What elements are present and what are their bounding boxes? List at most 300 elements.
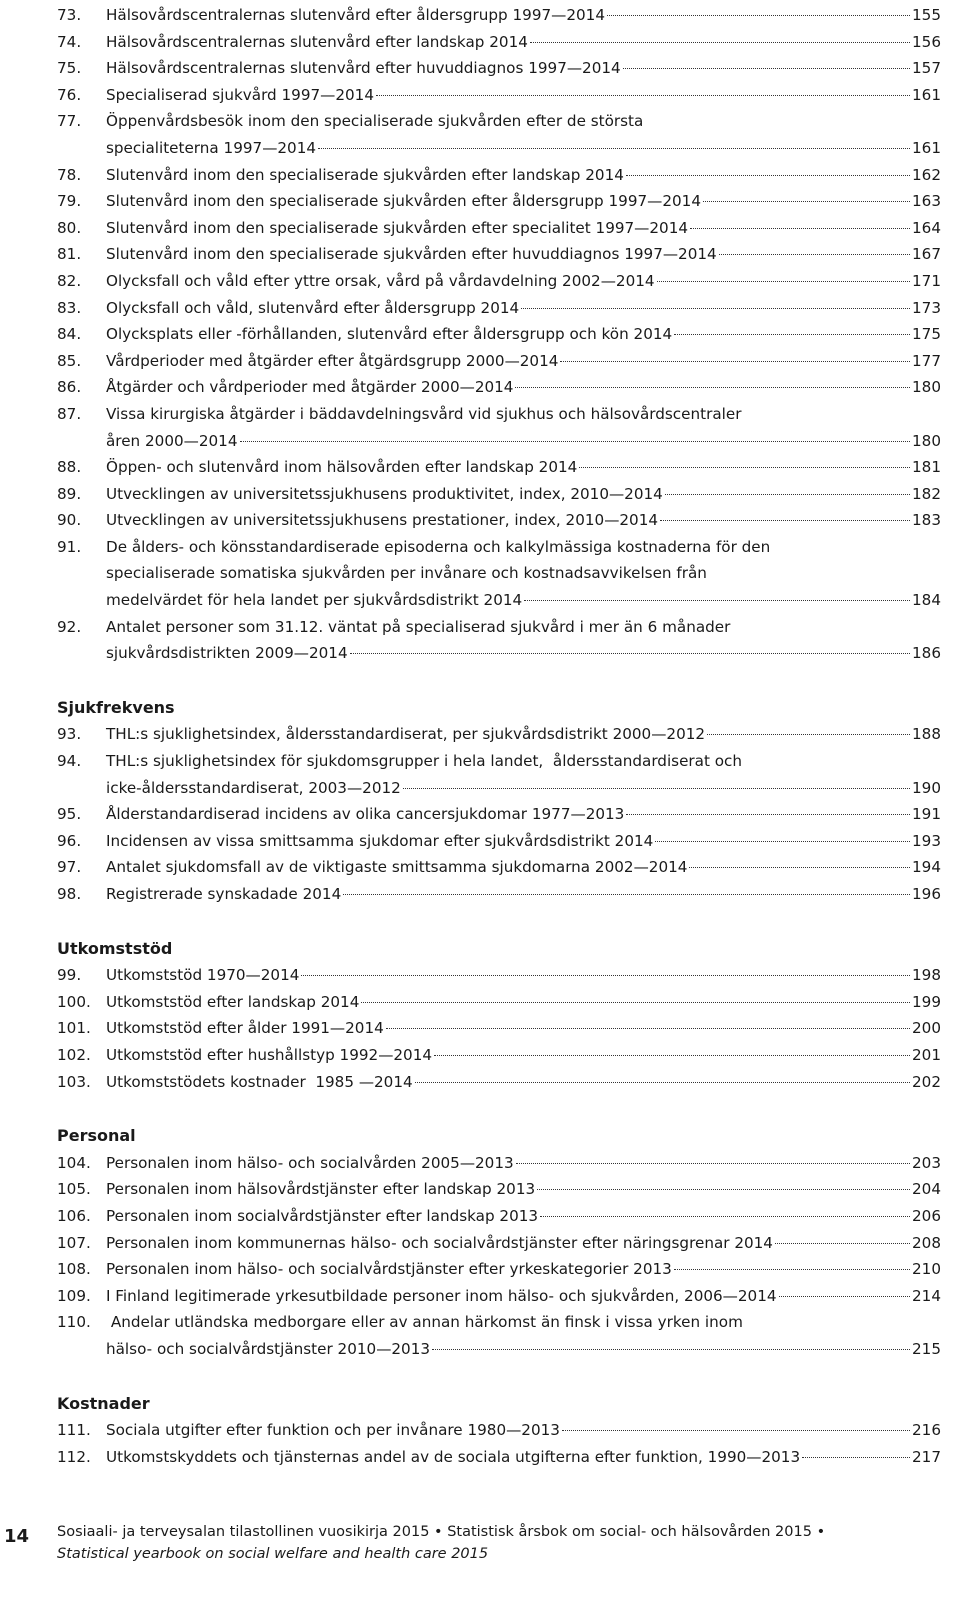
toc-entry-leader-group xyxy=(106,1336,941,1363)
toc-entry-line xyxy=(57,295,941,322)
section-heading: Personal xyxy=(57,1126,136,1146)
toc-entry-line xyxy=(57,401,941,428)
toc-entry-title: Öppenvårdsbesök inom den specialiserade sjukvården efter de största xyxy=(106,112,644,131)
toc-entry[interactable] xyxy=(57,614,941,667)
toc-entry-number: 112. xyxy=(57,1447,91,1466)
toc-entry-title: Utvecklingen av universitetssjukhusens produktivitet, index, 2010—2014 xyxy=(106,484,663,503)
toc-entry-leader-group xyxy=(106,2,941,29)
toc-entry-title: Olycksfall och våld efter yttre orsak, vård på vårdavdelning 2002—2014 xyxy=(106,271,655,290)
toc-entry[interactable] xyxy=(57,1230,941,1257)
toc-entry-title: Utvecklingen av universitetssjukhusens prestationer, index, 2010—2014 xyxy=(106,511,659,530)
toc-entry-number: 81. xyxy=(57,245,82,264)
toc-entry-leader-group xyxy=(106,162,941,189)
toc-entry[interactable] xyxy=(57,374,941,401)
dot-leader xyxy=(665,494,910,495)
toc-entry[interactable] xyxy=(57,55,941,82)
toc-entry-number: 85. xyxy=(57,351,82,370)
dot-leader xyxy=(403,788,910,789)
toc-entry-line xyxy=(57,775,941,802)
toc-entry-line xyxy=(57,1176,941,1203)
toc-entry-line xyxy=(57,1015,941,1042)
toc-entry-leader-group xyxy=(106,962,941,989)
toc-entry-line xyxy=(57,29,941,56)
dot-leader xyxy=(674,334,910,335)
toc-entry[interactable] xyxy=(57,2,941,29)
toc-entry-page: 180 xyxy=(912,378,941,397)
toc-entry-line xyxy=(57,268,941,295)
toc-entry-leader-group xyxy=(106,374,941,401)
toc-entry-page: 204 xyxy=(912,1180,941,1199)
toc-entry-leader-group xyxy=(106,188,941,215)
toc-entry-title: THL:s sjuklighetsindex, åldersstandardiserat, per sjukvårdsdistrikt 2000—2012 xyxy=(106,725,706,744)
toc-entry-leader-group xyxy=(106,268,941,295)
toc-entry-leader-group xyxy=(106,1042,941,1069)
toc-entry[interactable] xyxy=(57,507,941,534)
dot-leader xyxy=(524,600,910,601)
dot-leader xyxy=(376,95,910,96)
toc-entry-line xyxy=(57,1444,941,1471)
dot-leader xyxy=(657,281,910,282)
section-gap xyxy=(57,667,941,695)
toc-entry-title: specialiserade somatiska sjukvården per invånare och kostnadsavvikelsen från xyxy=(106,564,707,583)
dot-leader xyxy=(719,254,910,255)
toc-entry-leader-group xyxy=(106,828,941,855)
toc-entry-leader-group xyxy=(106,55,941,82)
toc-entry-line xyxy=(57,748,941,775)
toc-entry-leader-group xyxy=(106,1283,941,1310)
footer-title-line-1: Sosiaali- ja terveysalan tilastollinen vuosikirja 2015 • Statistisk årsbok om social- och hälsovården 2015 • xyxy=(57,1524,826,1540)
toc-entry-number: 99. xyxy=(57,966,82,985)
toc-entry[interactable] xyxy=(57,295,941,322)
section-gap xyxy=(57,1363,941,1391)
page-footer xyxy=(0,1520,960,1600)
toc-entry-page: 180 xyxy=(912,431,941,450)
toc-entry-line xyxy=(57,428,941,455)
toc-entry[interactable] xyxy=(57,1176,941,1203)
dot-leader xyxy=(562,1430,910,1431)
toc-entry-page: 164 xyxy=(912,218,941,237)
toc-entry-title: Personalen inom hälso- och socialvårdstjänster efter yrkeskategorier 2013 xyxy=(106,1260,672,1279)
toc-entry-leader-group xyxy=(106,1015,941,1042)
dot-leader xyxy=(530,42,910,43)
toc-entry-title: icke-åldersstandardiserat, 2003—2012 xyxy=(106,778,401,797)
toc-entry-title: Utkomststöd 1970—2014 xyxy=(106,966,300,985)
toc-entry-page: 201 xyxy=(912,1045,941,1064)
toc-entry-title: Vissa kirurgiska åtgärder i bäddavdelningsvård vid sjukhus och hälsovårdscentraler xyxy=(106,404,742,423)
toc-entry-title: Registrerade synskadade 2014 xyxy=(106,885,342,903)
toc-entry-line xyxy=(57,640,941,667)
toc-entry-line xyxy=(57,962,941,989)
toc-entry[interactable] xyxy=(57,401,941,454)
toc-entry-line xyxy=(57,854,941,881)
dot-leader xyxy=(515,387,910,388)
toc-entry-page: 206 xyxy=(912,1206,941,1225)
toc-entry-line xyxy=(57,135,941,162)
toc-entry-number: 86. xyxy=(57,378,82,397)
toc-entry-number: 92. xyxy=(57,617,82,636)
toc-entry-line xyxy=(57,162,941,189)
toc-entry-title: Personalen inom hälsovårdstjänster efter landskap 2013 xyxy=(106,1180,536,1199)
toc-entry-number: 74. xyxy=(57,32,82,51)
toc-entry-line xyxy=(57,801,941,828)
toc-entry-number: 73. xyxy=(57,6,82,24)
toc-entry-line xyxy=(57,188,941,215)
toc-entry-leader-group xyxy=(106,587,941,614)
toc-entry[interactable] xyxy=(57,241,941,268)
toc-entry-title: Sociala utgifter efter funktion och per invånare 1980—2013 xyxy=(106,1421,560,1440)
toc-entry-line xyxy=(57,55,941,82)
toc-entry-number: 100. xyxy=(57,992,91,1011)
toc-entry[interactable] xyxy=(57,1015,941,1042)
toc-entry-line xyxy=(57,82,941,109)
toc-entry[interactable] xyxy=(57,989,941,1016)
dot-leader xyxy=(434,1055,910,1056)
toc-entry-number: 98. xyxy=(57,885,82,903)
dot-leader xyxy=(516,1163,910,1164)
dot-leader xyxy=(660,520,910,521)
toc-entry-page: 182 xyxy=(912,484,941,503)
toc-entry-page: 199 xyxy=(912,992,941,1011)
toc-entry-title: Personalen inom socialvårdstjänster efter landskap 2013 xyxy=(106,1206,539,1225)
toc-entry-title: Utkomststöd efter landskap 2014 xyxy=(106,992,360,1011)
dot-leader xyxy=(521,308,910,309)
toc-entry-page: 171 xyxy=(912,271,941,290)
dot-leader xyxy=(607,15,910,16)
toc-entry-title: THL:s sjuklighetsindex för sjukdomsgrupper i hela landet, åldersstandardiserat och xyxy=(106,752,743,771)
toc-entry[interactable] xyxy=(57,1042,941,1069)
toc-entry[interactable] xyxy=(57,1203,941,1230)
toc-entry[interactable] xyxy=(57,828,941,855)
toc-entry-line xyxy=(57,1417,941,1444)
toc-entry-page: 162 xyxy=(912,165,941,184)
toc-entry-line xyxy=(57,1042,941,1069)
toc-entry[interactable] xyxy=(57,854,941,881)
toc-entry-line xyxy=(57,321,941,348)
toc-entry-title: I Finland legitimerade yrkesutbildade personer inom hälso- och sjukvården, 2006—2014 xyxy=(106,1286,777,1305)
toc-entry-leader-group xyxy=(106,989,941,1016)
toc-entry[interactable] xyxy=(57,962,941,989)
toc-entry-line xyxy=(57,1069,941,1096)
toc-entry[interactable] xyxy=(57,1069,941,1096)
toc-entry-page: 175 xyxy=(912,325,941,344)
toc-entry-leader-group xyxy=(106,135,941,162)
toc-entry-leader-group xyxy=(106,241,941,268)
toc-entry-page: 156 xyxy=(912,32,941,51)
toc-entry[interactable] xyxy=(57,29,941,56)
dot-leader xyxy=(432,1349,910,1350)
dot-leader xyxy=(707,734,910,735)
toc-entry[interactable] xyxy=(57,1444,941,1471)
toc-entry-page: 155 xyxy=(912,6,941,24)
toc-entry-page: 198 xyxy=(912,966,941,985)
section-gap xyxy=(57,1095,941,1123)
toc-entry-page: 194 xyxy=(912,858,941,877)
toc-entry-page: 173 xyxy=(912,298,941,317)
toc-entry-number: 106. xyxy=(57,1206,91,1225)
dot-leader xyxy=(655,841,910,842)
toc-entry-title: medelvärdet för hela landet per sjukvårdsdistrikt 2014 xyxy=(106,591,523,610)
toc-entry-page: 167 xyxy=(912,245,941,264)
toc-entry-line xyxy=(57,828,941,855)
dot-leader xyxy=(674,1269,910,1270)
toc-entry[interactable] xyxy=(57,1150,941,1177)
dot-leader xyxy=(560,361,910,362)
toc-entry-title: Utkomststöd efter hushållstyp 1992—2014 xyxy=(106,1045,433,1064)
section-heading: Sjukfrekvens xyxy=(57,697,175,717)
toc-entry-number: 104. xyxy=(57,1153,91,1172)
toc-entry-title: specialiteterna 1997—2014 xyxy=(106,138,317,157)
toc-entry-leader-group xyxy=(106,640,941,667)
toc-entry-number: 103. xyxy=(57,1072,91,1091)
toc-entry-title: Slutenvård inom den specialiserade sjukvården efter specialitet 1997—2014 xyxy=(106,218,689,237)
toc-entry[interactable] xyxy=(57,82,941,109)
toc-entry-number: 84. xyxy=(57,325,82,344)
toc-entry-page: 177 xyxy=(912,351,941,370)
toc-entry-leader-group xyxy=(106,1256,941,1283)
toc-entry-number: 105. xyxy=(57,1180,91,1199)
toc-entry-number: 76. xyxy=(57,85,82,104)
toc-entry-line xyxy=(57,587,941,614)
dot-leader xyxy=(690,228,910,229)
toc-entry-leader-group xyxy=(106,721,941,748)
toc-entry-line xyxy=(57,1336,941,1363)
toc-entry-number: 78. xyxy=(57,165,82,184)
toc-entry-line xyxy=(57,1203,941,1230)
dot-leader xyxy=(240,441,910,442)
toc-entry-title: Utkomstskyddets och tjänsternas andel av de sociala utgifterna efter funktion, 1990—2013 xyxy=(106,1447,801,1466)
toc-entry-line xyxy=(57,1309,941,1336)
toc-entry-leader-group xyxy=(106,507,941,534)
dot-leader xyxy=(689,867,910,868)
toc-entry-leader-group xyxy=(106,1444,941,1471)
toc-entry-number: 87. xyxy=(57,404,82,423)
toc-entry-line xyxy=(57,881,941,908)
toc-entry-line xyxy=(57,989,941,1016)
dot-leader xyxy=(626,175,910,176)
toc-entry-leader-group xyxy=(106,1176,941,1203)
toc-entry[interactable] xyxy=(57,162,941,189)
section-heading: Utkomststöd xyxy=(57,938,173,958)
toc-entry-number: 80. xyxy=(57,218,82,237)
toc-entry-title: Ålderstandardiserad incidens av olika cancersjukdomar 1977—2013 xyxy=(106,805,625,824)
toc-entry-leader-group xyxy=(106,215,941,242)
toc-entry-leader-group xyxy=(106,321,941,348)
table-of-contents xyxy=(57,2,941,1470)
dot-leader xyxy=(775,1243,910,1244)
toc-entry-page: 190 xyxy=(912,778,941,797)
toc-entry[interactable] xyxy=(57,108,941,161)
toc-entry-page: 181 xyxy=(912,458,941,477)
toc-entry[interactable] xyxy=(57,1309,941,1362)
toc-entry-leader-group xyxy=(106,1203,941,1230)
toc-entry-page: 193 xyxy=(912,831,941,850)
toc-entry-line xyxy=(57,108,941,135)
toc-entry[interactable] xyxy=(57,268,941,295)
toc-entry-line xyxy=(57,721,941,748)
toc-entry-number: 108. xyxy=(57,1260,91,1279)
toc-entry-page: 186 xyxy=(912,644,941,663)
toc-entry-number: 79. xyxy=(57,192,82,211)
toc-entry[interactable] xyxy=(57,1417,941,1444)
toc-entry-number: 96. xyxy=(57,831,82,850)
toc-entry-title: Slutenvård inom den specialiserade sjukvården efter landskap 2014 xyxy=(106,165,624,184)
toc-entry-leader-group xyxy=(106,428,941,455)
dot-leader xyxy=(415,1082,910,1083)
toc-entry-line xyxy=(57,614,941,641)
toc-entry-page: 214 xyxy=(912,1286,941,1305)
toc-entry-title: Slutenvård inom den specialiserade sjukvården efter huvuddiagnos 1997—2014 xyxy=(106,245,717,264)
footer-title-line-2: Statistical yearbook on social welfare and health care 2015 xyxy=(57,1546,489,1562)
toc-entry-line xyxy=(57,454,941,481)
toc-entry[interactable] xyxy=(57,188,941,215)
toc-entry[interactable] xyxy=(57,881,941,908)
toc-entry-page: 196 xyxy=(912,885,941,903)
toc-entry-title: Åtgärder och vårdperioder med åtgärder 2000—2014 xyxy=(106,378,514,397)
toc-entry-leader-group xyxy=(106,775,941,802)
toc-entry[interactable] xyxy=(57,348,941,375)
toc-entry-number: 107. xyxy=(57,1233,91,1252)
toc-entry-title: De ålders- och könsstandardiserade episoderna och kalkylmässiga kostnaderna för den xyxy=(106,537,771,556)
toc-entry-line xyxy=(57,241,941,268)
toc-entry[interactable] xyxy=(57,321,941,348)
toc-entry-number: 95. xyxy=(57,805,82,824)
toc-entry-title: sjukvårdsdistrikten 2009—2014 xyxy=(106,644,348,663)
toc-entry-title: Utkomststödets kostnader 1985 —2014 xyxy=(106,1072,413,1091)
dot-leader xyxy=(350,653,910,654)
toc-entry-title: Hälsovårdscentralernas slutenvård efter landskap 2014 xyxy=(106,32,528,51)
toc-entry[interactable] xyxy=(57,748,941,801)
toc-entry-page: 183 xyxy=(912,511,941,530)
toc-entry-line xyxy=(57,534,941,561)
toc-entry-line xyxy=(57,215,941,242)
toc-entry[interactable] xyxy=(57,801,941,828)
toc-entry-number: 89. xyxy=(57,484,82,503)
dot-leader xyxy=(802,1457,910,1458)
toc-entry-title: Andelar utländska medborgare eller av annan härkomst än finsk i vissa yrken inom xyxy=(106,1313,743,1332)
toc-entry-number: 82. xyxy=(57,271,82,290)
toc-entry-number: 88. xyxy=(57,458,82,477)
toc-entry-leader-group xyxy=(106,854,941,881)
dot-leader xyxy=(579,467,910,468)
toc-entry-leader-group xyxy=(106,881,941,908)
toc-entry-title: Utkomststöd efter ålder 1991—2014 xyxy=(106,1019,384,1038)
toc-entry-number: 91. xyxy=(57,537,82,556)
toc-entry-line xyxy=(57,1256,941,1283)
toc-entry-page: 202 xyxy=(912,1072,941,1091)
toc-entry-line xyxy=(57,1283,941,1310)
toc-entry-number: 83. xyxy=(57,298,82,317)
dot-leader xyxy=(623,68,910,69)
toc-entry-page: 203 xyxy=(912,1153,941,1172)
section-gap xyxy=(57,908,941,936)
toc-entry-title: Personalen inom hälso- och socialvården 2005—2013 xyxy=(106,1153,514,1172)
toc-entry[interactable] xyxy=(57,481,941,508)
toc-entry-line xyxy=(57,348,941,375)
toc-entry-number: 94. xyxy=(57,752,82,771)
toc-entry-line xyxy=(57,507,941,534)
toc-entry[interactable] xyxy=(57,454,941,481)
toc-entry-number: 93. xyxy=(57,725,82,744)
toc-entry-title: Öppen- och slutenvård inom hälsovården efter landskap 2014 xyxy=(106,458,578,477)
toc-entry-page: 215 xyxy=(912,1339,941,1358)
toc-entry-title: Vårdperioder med åtgärder efter åtgärdsgrupp 2000—2014 xyxy=(106,351,559,370)
toc-entry-leader-group xyxy=(106,1230,941,1257)
toc-entry-title: Hälsovårdscentralernas slutenvård efter åldersgrupp 1997—2014 xyxy=(106,6,606,24)
toc-entry-title: Olycksplats eller -förhållanden, slutenvård efter åldersgrupp och kön 2014 xyxy=(106,325,673,344)
toc-entry-line xyxy=(57,560,941,587)
toc-entry-leader-group xyxy=(106,1150,941,1177)
toc-entry-line xyxy=(57,2,941,29)
toc-entry-leader-group xyxy=(106,801,941,828)
toc-entry-page: 163 xyxy=(912,192,941,211)
section-heading: Kostnader xyxy=(57,1393,150,1413)
toc-entry-title: Specialiserad sjukvård 1997—2014 xyxy=(106,85,374,104)
toc-entry-title: Slutenvård inom den specialiserade sjukvården efter åldersgrupp 1997—2014 xyxy=(106,192,702,211)
toc-entry-page: 161 xyxy=(912,138,941,157)
toc-entry[interactable] xyxy=(57,721,941,748)
toc-entry-page: 157 xyxy=(912,59,941,78)
toc-entry-leader-group xyxy=(106,1069,941,1096)
toc-entry-number: 77. xyxy=(57,112,82,131)
toc-entry-leader-group xyxy=(106,295,941,322)
dot-leader xyxy=(386,1028,910,1029)
toc-entry-title: Hälsovårdscentralernas slutenvård efter huvuddiagnos 1997—2014 xyxy=(106,59,621,78)
toc-entry-leader-group xyxy=(106,29,941,56)
toc-entry-line xyxy=(57,1150,941,1177)
toc-entry-number: 110. xyxy=(57,1313,91,1332)
toc-entry-title: åren 2000—2014 xyxy=(106,431,238,450)
dot-leader xyxy=(626,814,910,815)
toc-entry-page: 216 xyxy=(912,1421,941,1440)
dot-leader xyxy=(301,975,910,976)
toc-entry-title: Olycksfall och våld, slutenvård efter åldersgrupp 2014 xyxy=(106,298,520,317)
dot-leader xyxy=(540,1216,910,1217)
toc-entry-number: 75. xyxy=(57,59,82,78)
toc-entry-page: 161 xyxy=(912,85,941,104)
toc-entry-leader-group xyxy=(106,481,941,508)
toc-entry-leader-group xyxy=(106,82,941,109)
toc-entry-number: 102. xyxy=(57,1045,91,1064)
toc-entry-page: 191 xyxy=(912,805,941,824)
toc-entry-title: Incidensen av vissa smittsamma sjukdomar efter sjukvårdsdistrikt 2014 xyxy=(106,831,654,850)
toc-entry-leader-group xyxy=(106,454,941,481)
toc-entry-page: 217 xyxy=(912,1447,941,1466)
toc-entry-title: Antalet personer som 31.12. väntat på specialiserad sjukvård i mer än 6 månader xyxy=(106,617,731,636)
toc-entry-leader-group xyxy=(106,348,941,375)
toc-entry-line xyxy=(57,481,941,508)
dot-leader xyxy=(537,1189,910,1190)
toc-entry[interactable] xyxy=(57,1283,941,1310)
toc-entry-leader-group xyxy=(106,1417,941,1444)
toc-entry-number: 111. xyxy=(57,1421,91,1440)
toc-entry-line xyxy=(57,1230,941,1257)
toc-entry[interactable] xyxy=(57,215,941,242)
dot-leader xyxy=(343,894,910,895)
dot-leader xyxy=(361,1002,910,1003)
toc-entry-number: 97. xyxy=(57,858,82,877)
toc-entry-line xyxy=(57,374,941,401)
toc-entry-page: 184 xyxy=(912,591,941,610)
toc-entry[interactable] xyxy=(57,534,941,614)
toc-entry-number: 101. xyxy=(57,1019,91,1038)
toc-entry-page: 200 xyxy=(912,1019,941,1038)
dot-leader xyxy=(318,148,910,149)
toc-entry[interactable] xyxy=(57,1256,941,1283)
toc-entry-page: 208 xyxy=(912,1233,941,1252)
toc-entry-number: 109. xyxy=(57,1286,91,1305)
page-number: 14 xyxy=(4,1526,30,1547)
toc-entry-page: 210 xyxy=(912,1260,941,1279)
